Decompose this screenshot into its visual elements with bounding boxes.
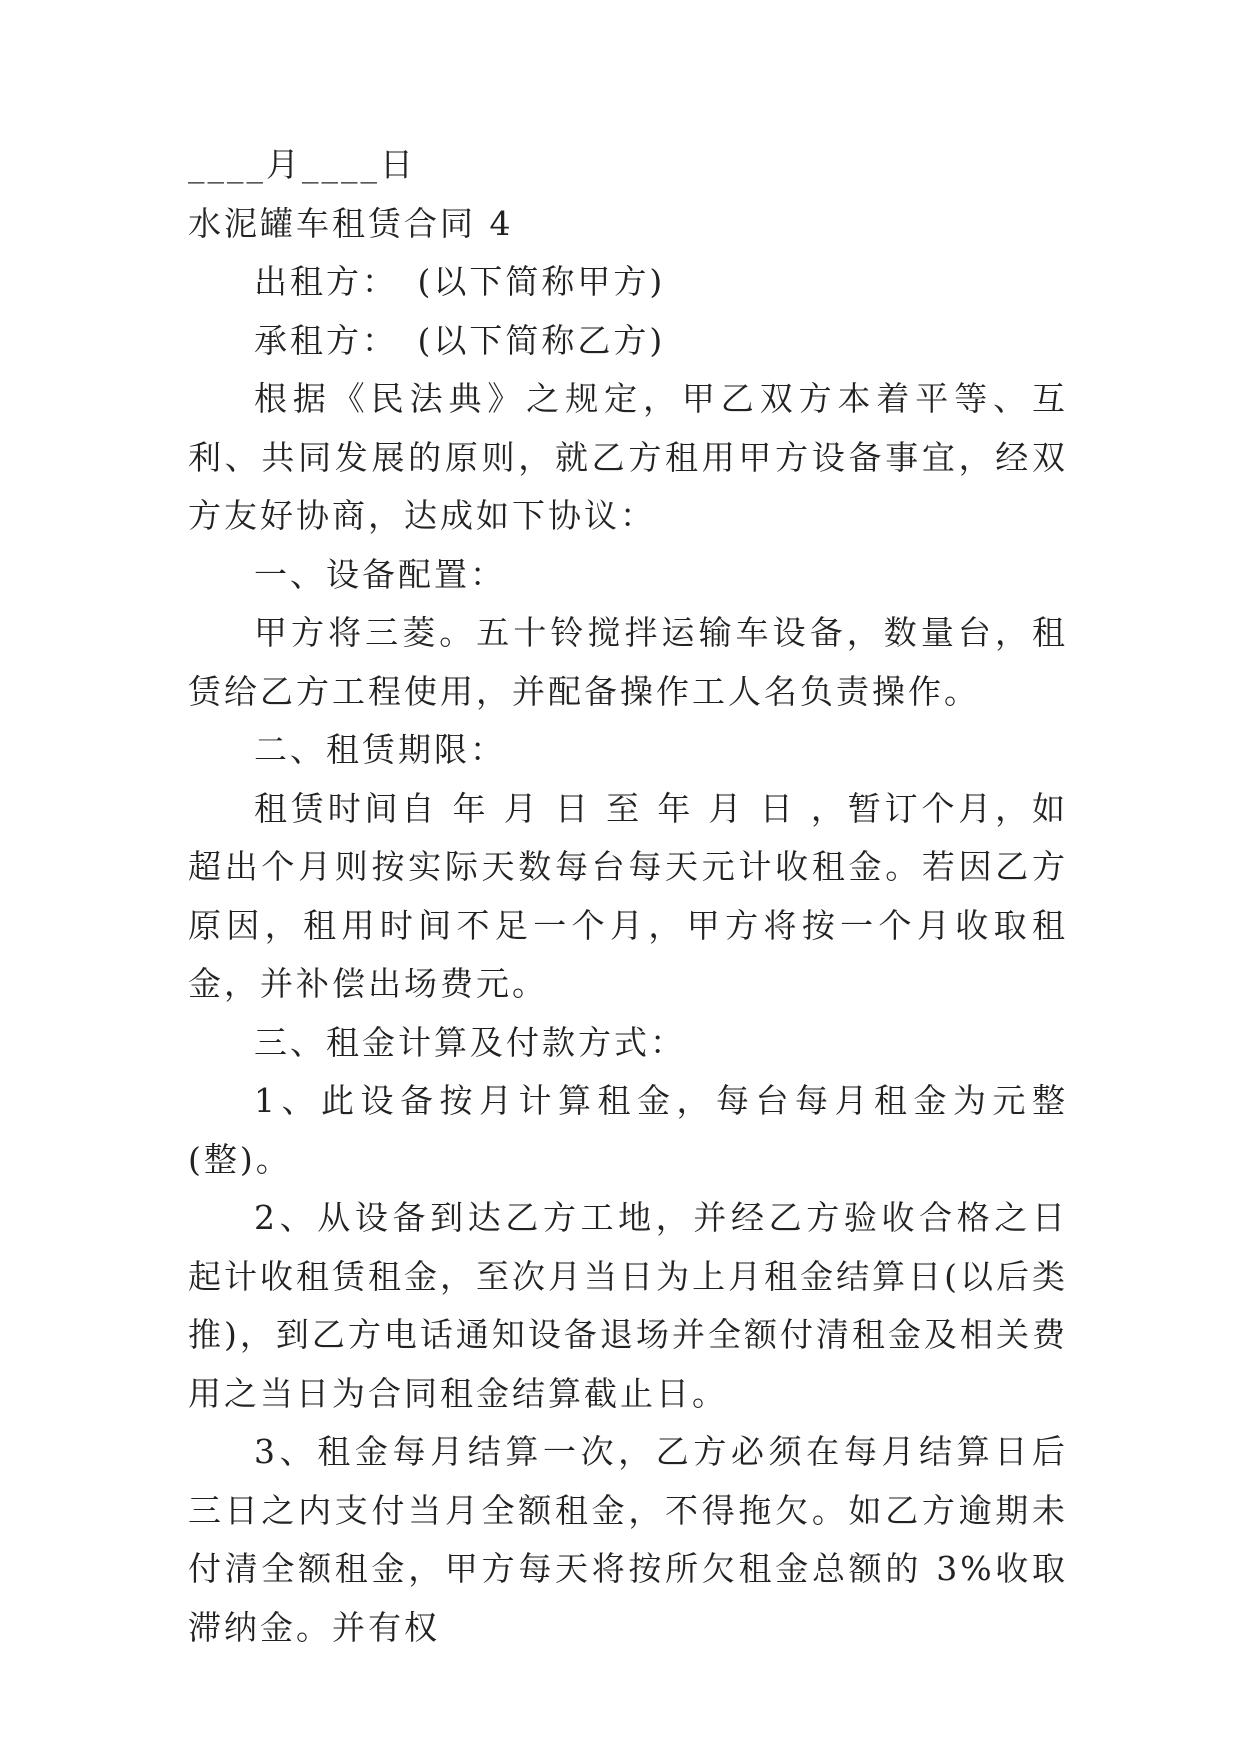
section-body-term: 租赁时间自 年 月 日 至 年 月 日 ，暂订个月，如超出个月则按实际天数每台每天元计收租金。若因乙方原因，租用时间不足一个月，甲方将按一个月收取租金，并补偿出场费元。: [188, 788, 1068, 1003]
date-line: ____月____日: [188, 145, 416, 184]
section-heading-term: 二、租赁期限：: [254, 730, 506, 769]
section-heading-rent: 三、租金计算及付款方式：: [254, 1022, 686, 1062]
contract-title: 水泥罐车租赁合同 4: [188, 203, 514, 243]
section-body-equipment: 甲方将三菱。五十铃搅拌运输车设备，数量台，租赁给乙方工程使用，并配备操作工人名负责操作。: [188, 613, 1068, 711]
rent-item-2: 2、从设备到达乙方工地，并经乙方验收合格之日起计收租赁租金，至次月当日为上月租金结算日(以后类推)，到乙方电话通知设备退场并全额付清租金及相关费用之当日为合同租金结算截止日。: [188, 1198, 1068, 1413]
lessee-line: 承租方： (以下简称乙方): [254, 320, 666, 360]
preamble-paragraph: 根据《民法典》之规定，甲乙双方本着平等、互利、共同发展的原则，就乙方租用甲方设备事宜，经双方友好协商，达成如下协议：: [188, 379, 1068, 535]
section-heading-equipment: 一、设备配置：: [254, 554, 506, 594]
lessor-line: 出租方： (以下简称甲方): [254, 262, 666, 301]
rent-item-1: 1、此设备按月计算租金，每台每月租金为元整(整)。: [188, 1081, 1068, 1179]
contract-text: [188, 136, 1068, 1657]
rent-item-3: 3、租金每月结算一次，乙方必须在每月结算日后三日之内支付当月全额租金，不得拖欠。如乙方逾期未付清全额租金，甲方每天将按所欠租金总额的 3%收取滞纳金。并有权: [188, 1432, 1068, 1647]
